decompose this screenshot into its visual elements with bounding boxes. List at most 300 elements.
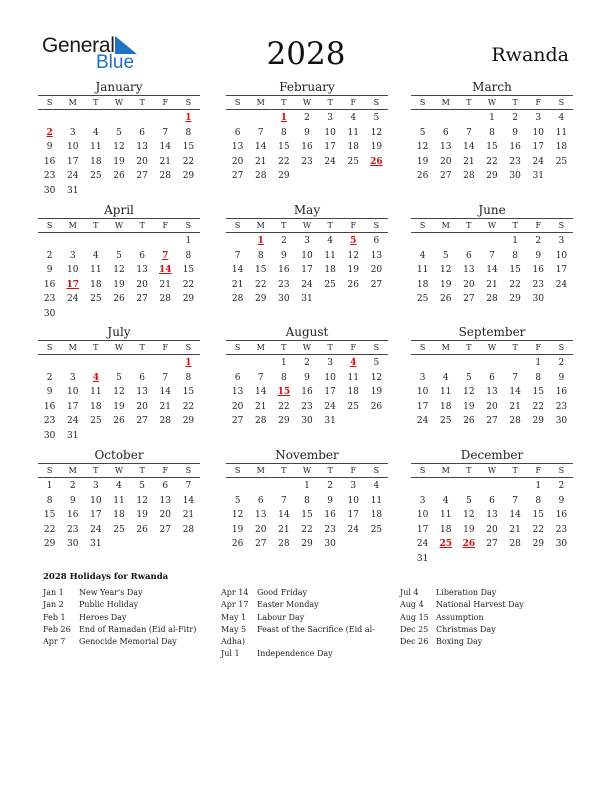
- calendar-date: 14: [509, 387, 521, 397]
- month-name: July: [107, 325, 131, 339]
- calendar-date: 21: [463, 156, 475, 167]
- weekday-label: F: [162, 466, 169, 475]
- calendar-date: 15: [301, 510, 313, 520]
- calendar-date: 3: [327, 358, 333, 368]
- calendar-date: 12: [439, 265, 452, 275]
- calendar-date: 4: [442, 495, 449, 506]
- holiday-date: 4: [92, 372, 99, 383]
- calendar-date: 30: [43, 430, 56, 441]
- calendar-date: 18: [439, 401, 452, 412]
- calendar-date: 22: [43, 524, 56, 535]
- holiday-name: Independence Day: [257, 649, 333, 659]
- calendar-date: 12: [231, 510, 244, 520]
- empty-cell: [411, 234, 434, 249]
- month-july: [38, 325, 200, 443]
- calendar-date: 9: [304, 127, 310, 138]
- calendar-date: 8: [257, 250, 264, 261]
- calendar-date: 24: [416, 539, 429, 549]
- calendar-date: 23: [66, 524, 79, 535]
- calendar-date: 13: [136, 265, 148, 275]
- holiday-date-label: Apr 7: [43, 637, 66, 647]
- calendar-date: 2: [46, 372, 53, 383]
- weekday-label: W: [487, 98, 497, 107]
- empty-cell: [434, 111, 457, 126]
- calendar-date: 5: [442, 250, 449, 261]
- calendar-date: 21: [159, 279, 171, 290]
- weekday-label: S: [46, 343, 53, 352]
- calendar-date: 2: [558, 481, 565, 491]
- month-name: January: [95, 80, 143, 94]
- calendar-date: 5: [373, 113, 380, 123]
- holiday-date-label: Dec 25: [400, 624, 429, 634]
- calendar-date: 5: [465, 495, 472, 506]
- calendar-date: 17: [416, 401, 429, 412]
- calendar-date: 8: [304, 495, 310, 506]
- holiday-date: 1: [257, 236, 264, 246]
- holiday-date: 1: [185, 113, 192, 123]
- calendar-date: 15: [43, 510, 56, 520]
- calendar-date: 30: [278, 294, 290, 304]
- calendar-date: 6: [139, 372, 145, 383]
- calendar-date: 4: [419, 250, 426, 261]
- empty-cell: [84, 111, 107, 126]
- weekday-label: T: [93, 466, 99, 475]
- weekday-label: M: [68, 221, 77, 230]
- calendar-date: 9: [558, 495, 565, 506]
- calendar-date: 13: [463, 265, 475, 275]
- calendar-date: 14: [463, 142, 475, 152]
- calendar-date: 4: [92, 127, 99, 138]
- weekday-label: F: [535, 221, 542, 230]
- calendar-date: 20: [254, 524, 267, 535]
- weekday-label: F: [162, 343, 169, 352]
- logo-general-text: General: [42, 34, 115, 57]
- weekday-label: S: [558, 343, 565, 352]
- calendar-date: 27: [486, 416, 498, 426]
- weekday-label: S: [373, 466, 380, 475]
- day-grid: [38, 479, 200, 552]
- calendar-date: 9: [512, 127, 518, 138]
- calendar-date: 29: [532, 416, 544, 426]
- weekday-label: F: [535, 98, 542, 107]
- calendar-date: 10: [347, 495, 359, 506]
- weekday-header: [411, 95, 573, 110]
- day-grid: [226, 111, 388, 184]
- calendar-date: 31: [416, 553, 429, 564]
- calendar-date: 4: [327, 236, 333, 246]
- calendar-date: 26: [231, 539, 244, 549]
- month-august: [226, 325, 388, 429]
- calendar-date: 31: [301, 294, 313, 304]
- calendar-date: 8: [535, 372, 542, 383]
- calendar-date: 9: [327, 495, 333, 506]
- weekday-label: S: [185, 466, 192, 475]
- day-grid: [411, 111, 573, 184]
- calendar-date: 22: [532, 401, 544, 412]
- calendar-date: 28: [159, 294, 171, 304]
- calendar-date: 13: [486, 510, 498, 520]
- calendar-date: 9: [69, 495, 76, 506]
- weekday-header: [38, 463, 200, 478]
- holiday-entry: [43, 587, 196, 599]
- calendar-date: 9: [46, 265, 53, 275]
- calendar-date: 13: [231, 387, 244, 397]
- holiday-date: 1: [280, 113, 287, 123]
- holiday-date: 26: [370, 156, 383, 167]
- calendar-date: 24: [66, 171, 79, 181]
- calendar-date: 18: [555, 142, 568, 152]
- calendar-date: 24: [324, 156, 336, 167]
- calendar-date: 28: [509, 416, 521, 426]
- calendar-date: 20: [136, 156, 148, 167]
- holiday-date: 2: [46, 127, 53, 138]
- weekday-header: [226, 218, 388, 233]
- calendar-date: 25: [555, 156, 568, 167]
- calendar-date: 12: [347, 250, 359, 261]
- calendar-date: 19: [231, 524, 244, 535]
- month-may: [226, 203, 388, 307]
- calendar-date: 11: [113, 495, 125, 506]
- weekday-header: [38, 340, 200, 355]
- calendar-date: 27: [439, 171, 452, 181]
- calendar-date: 18: [416, 279, 429, 290]
- holiday-entry: [43, 624, 196, 636]
- calendar-date: 27: [254, 539, 267, 549]
- calendar-date: 12: [416, 142, 429, 152]
- weekday-label: T: [93, 98, 99, 107]
- calendar-date: 23: [43, 294, 56, 304]
- calendar-date: 20: [231, 401, 244, 412]
- holiday-entry: [400, 624, 524, 636]
- calendar-date: 25: [370, 524, 383, 535]
- calendar-date: 23: [43, 171, 56, 181]
- weekday-label: F: [350, 98, 357, 107]
- calendar-date: 24: [66, 294, 79, 304]
- calendar-date: 13: [370, 250, 383, 261]
- calendar-date: 16: [43, 156, 56, 167]
- empty-cell: [107, 356, 130, 371]
- calendar-date: 22: [254, 279, 267, 290]
- calendar-date: 13: [159, 495, 171, 506]
- weekday-label: T: [512, 98, 518, 107]
- holiday-date-label: Aug 4: [400, 600, 424, 610]
- month-june: [411, 203, 573, 307]
- calendar-date: 19: [113, 279, 125, 290]
- calendar-date: 28: [254, 171, 267, 181]
- calendar-date: 14: [254, 142, 267, 152]
- empty-cell: [480, 479, 503, 494]
- calendar-date: 13: [136, 142, 148, 152]
- calendar-date: 11: [370, 495, 383, 506]
- calendar-date: 2: [535, 236, 542, 246]
- calendar-date: 3: [419, 372, 426, 383]
- weekday-label: T: [327, 466, 333, 475]
- calendar-date: 25: [347, 156, 359, 167]
- calendar-date: 7: [280, 495, 287, 506]
- calendar-date: 29: [182, 416, 195, 426]
- calendar-date: 14: [278, 510, 290, 520]
- calendar-date: 31: [90, 539, 102, 549]
- weekday-label: M: [256, 221, 265, 230]
- weekday-label: T: [327, 98, 333, 107]
- calendar-date: 18: [324, 265, 336, 275]
- empty-cell: [457, 234, 480, 249]
- weekday-label: F: [162, 221, 169, 230]
- empty-cell: [84, 234, 107, 249]
- calendar-date: 7: [489, 250, 495, 261]
- holiday-date: 25: [439, 539, 452, 549]
- calendar-date: 16: [301, 387, 313, 397]
- empty-cell: [434, 479, 457, 494]
- weekday-header: [38, 95, 200, 110]
- calendar-date: 20: [370, 265, 383, 275]
- day-grid: [38, 234, 200, 321]
- holiday-date-label: Jan 1: [43, 588, 64, 597]
- calendar-date: 29: [532, 539, 544, 549]
- calendar-date: 30: [301, 416, 313, 426]
- calendar-date: 31: [66, 185, 79, 196]
- calendar-date: 26: [113, 171, 125, 181]
- calendar-date: 25: [416, 294, 429, 304]
- calendar-date: 16: [555, 387, 568, 397]
- empty-cell: [131, 111, 154, 126]
- calendar-date: 15: [182, 387, 195, 397]
- calendar-date: 30: [43, 185, 56, 196]
- calendar-date: 6: [257, 495, 264, 506]
- calendar-date: 2: [304, 113, 310, 123]
- calendar-date: 24: [90, 524, 102, 535]
- month-november: [226, 448, 388, 552]
- weekday-header: [38, 218, 200, 233]
- holiday-date: 17: [66, 279, 79, 290]
- month-september: [411, 325, 573, 429]
- calendar-date: 12: [463, 387, 475, 397]
- empty-cell: [457, 479, 480, 494]
- weekday-label: F: [535, 343, 542, 352]
- calendar-date: 8: [185, 250, 192, 261]
- calendar-date: 21: [509, 401, 521, 412]
- holiday-entry: [43, 636, 196, 648]
- holiday-name: New Year's Day: [79, 588, 143, 597]
- holiday-name: End of Ramadan (Eid al-Fitr): [79, 624, 197, 634]
- empty-cell: [411, 356, 434, 371]
- calendar-date: 2: [327, 481, 333, 491]
- weekday-header: [226, 463, 388, 478]
- weekday-label: T: [466, 98, 472, 107]
- month-name: February: [279, 80, 335, 94]
- holiday-name: Assumption: [436, 612, 484, 622]
- holiday-date: 1: [185, 358, 192, 368]
- calendar-date: 19: [463, 524, 475, 535]
- holiday-name: Genocide Memorial Day: [79, 637, 177, 647]
- calendar-date: 28: [159, 171, 171, 181]
- weekday-label: W: [114, 98, 124, 107]
- weekday-label: M: [441, 221, 450, 230]
- calendar-date: 20: [136, 279, 148, 290]
- calendar-date: 21: [182, 510, 195, 520]
- weekday-label: T: [512, 466, 518, 475]
- calendar-date: 17: [301, 265, 313, 275]
- empty-cell: [38, 356, 61, 371]
- calendar-date: 3: [92, 481, 99, 491]
- calendar-date: 19: [113, 401, 125, 412]
- calendar-date: 27: [231, 171, 244, 181]
- calendar-date: 4: [92, 250, 99, 261]
- calendar-date: 29: [43, 539, 56, 549]
- calendar-date: 3: [69, 372, 76, 383]
- calendar-date: 6: [373, 236, 380, 246]
- calendar-date: 27: [136, 171, 148, 181]
- calendar-date: 6: [465, 250, 472, 261]
- weekday-label: S: [558, 98, 565, 107]
- holiday-date-label: Aug 15: [400, 612, 429, 622]
- calendar-date: 2: [280, 236, 287, 246]
- calendar-date: 5: [234, 495, 241, 506]
- holiday-list-title: 2028 Holidays for Rwanda: [43, 572, 169, 582]
- calendar-date: 11: [555, 127, 568, 138]
- logo-blue-text: Blue: [96, 52, 135, 73]
- empty-cell: [434, 234, 457, 249]
- empty-cell: [226, 479, 249, 494]
- calendar-date: 23: [301, 156, 313, 167]
- weekday-label: T: [281, 343, 287, 352]
- calendar-date: 28: [463, 171, 475, 181]
- calendar-date: 25: [113, 524, 125, 535]
- calendar-date: 22: [278, 156, 290, 167]
- calendar-date: 15: [254, 265, 267, 275]
- weekday-label: S: [234, 466, 241, 475]
- weekday-label: S: [373, 221, 380, 230]
- weekday-label: M: [68, 343, 77, 352]
- calendar-date: 10: [555, 250, 568, 261]
- calendar-date: 8: [535, 495, 542, 506]
- calendar-date: 26: [416, 171, 429, 181]
- calendar-date: 17: [347, 510, 359, 520]
- calendar-date: 15: [532, 510, 544, 520]
- calendar-date: 21: [509, 524, 521, 535]
- calendar-date: 25: [324, 279, 336, 290]
- weekday-label: W: [114, 466, 124, 475]
- holiday-date: 26: [462, 539, 476, 549]
- calendar-date: 17: [532, 142, 544, 152]
- holiday-name: Christmas Day: [436, 624, 496, 634]
- holiday-entry: [221, 624, 381, 636]
- calendar-date: 12: [136, 495, 148, 506]
- holiday-entry: [400, 587, 524, 599]
- calendar-date: 5: [419, 127, 426, 138]
- weekday-label: T: [512, 343, 518, 352]
- calendar-date: 6: [162, 481, 169, 491]
- weekday-label: T: [466, 466, 472, 475]
- calendar-date: 3: [69, 127, 76, 138]
- holiday-date-label: Apr 17: [221, 600, 249, 610]
- calendar-date: 11: [416, 265, 429, 275]
- weekday-label: T: [281, 98, 287, 107]
- calendar-date: 17: [416, 524, 429, 535]
- weekday-header: [411, 340, 573, 355]
- empty-cell: [272, 479, 295, 494]
- calendar-date: 24: [532, 156, 544, 167]
- calendar-date: 8: [280, 372, 287, 383]
- calendar-date: 2: [69, 481, 76, 491]
- calendar-date: 21: [278, 524, 290, 535]
- calendar-date: 27: [486, 539, 498, 549]
- calendar-date: 7: [162, 372, 169, 383]
- holiday-column-2: [221, 587, 381, 661]
- calendar-date: 6: [442, 127, 449, 138]
- calendar-date: 27: [136, 294, 148, 304]
- calendar-date: 10: [324, 127, 336, 138]
- holiday-date: 14: [159, 265, 172, 275]
- calendar-date: 30: [532, 294, 544, 304]
- empty-cell: [107, 234, 130, 249]
- calendar-date: 19: [370, 142, 383, 152]
- calendar-date: 22: [509, 279, 521, 290]
- calendar-date: 28: [254, 416, 267, 426]
- calendar-date: 19: [113, 156, 125, 167]
- weekday-label: T: [512, 221, 518, 230]
- calendar-date: 9: [46, 387, 53, 397]
- calendar-date: 10: [416, 510, 429, 520]
- calendar-date: 23: [509, 156, 521, 167]
- weekday-label: S: [185, 221, 192, 230]
- holiday-name: National Harvest Day: [436, 600, 524, 610]
- calendar-date: 16: [532, 265, 544, 275]
- weekday-label: W: [302, 466, 312, 475]
- weekday-label: M: [256, 343, 265, 352]
- calendar-date: 12: [113, 265, 125, 275]
- calendar-date: 23: [301, 401, 313, 412]
- calendar-date: 26: [370, 401, 383, 412]
- calendar-date: 30: [66, 539, 79, 549]
- calendar-date: 12: [463, 510, 475, 520]
- calendar-date: 20: [159, 510, 171, 520]
- calendar-date: 1: [489, 113, 495, 123]
- calendar-date: 20: [463, 279, 475, 290]
- weekday-label: W: [302, 98, 312, 107]
- weekday-label: M: [256, 466, 265, 475]
- calendar-date: 23: [555, 401, 568, 412]
- holiday-entry: [400, 599, 524, 611]
- calendar-date: 4: [373, 481, 380, 491]
- holiday-list: [43, 572, 583, 659]
- holiday-name: Labour Day: [257, 612, 305, 622]
- empty-cell: [504, 479, 527, 494]
- weekday-label: S: [46, 98, 53, 107]
- calendar-date: 26: [463, 416, 475, 426]
- holiday-entry: [221, 599, 381, 611]
- calendar-date: 28: [182, 524, 195, 535]
- empty-cell: [226, 111, 249, 126]
- calendar-date: 26: [439, 294, 452, 304]
- calendar-date: 6: [139, 127, 145, 138]
- calendar-date: 31: [324, 416, 336, 426]
- holiday-date-label: Adha): [221, 637, 245, 647]
- empty-cell: [61, 234, 84, 249]
- calendar-date: 5: [373, 358, 380, 368]
- calendar-date: 18: [439, 524, 452, 535]
- calendar-date: 11: [347, 127, 359, 138]
- calendar-date: 14: [159, 387, 171, 397]
- calendar-date: 30: [555, 539, 568, 549]
- calendar-date: 9: [558, 372, 565, 383]
- calendar-date: 18: [113, 510, 125, 520]
- calendar-date: 7: [257, 372, 264, 383]
- calendar-date: 24: [555, 279, 568, 290]
- calendar-date: 11: [90, 142, 102, 152]
- calendar-date: 29: [182, 294, 195, 304]
- weekday-header: [411, 218, 573, 233]
